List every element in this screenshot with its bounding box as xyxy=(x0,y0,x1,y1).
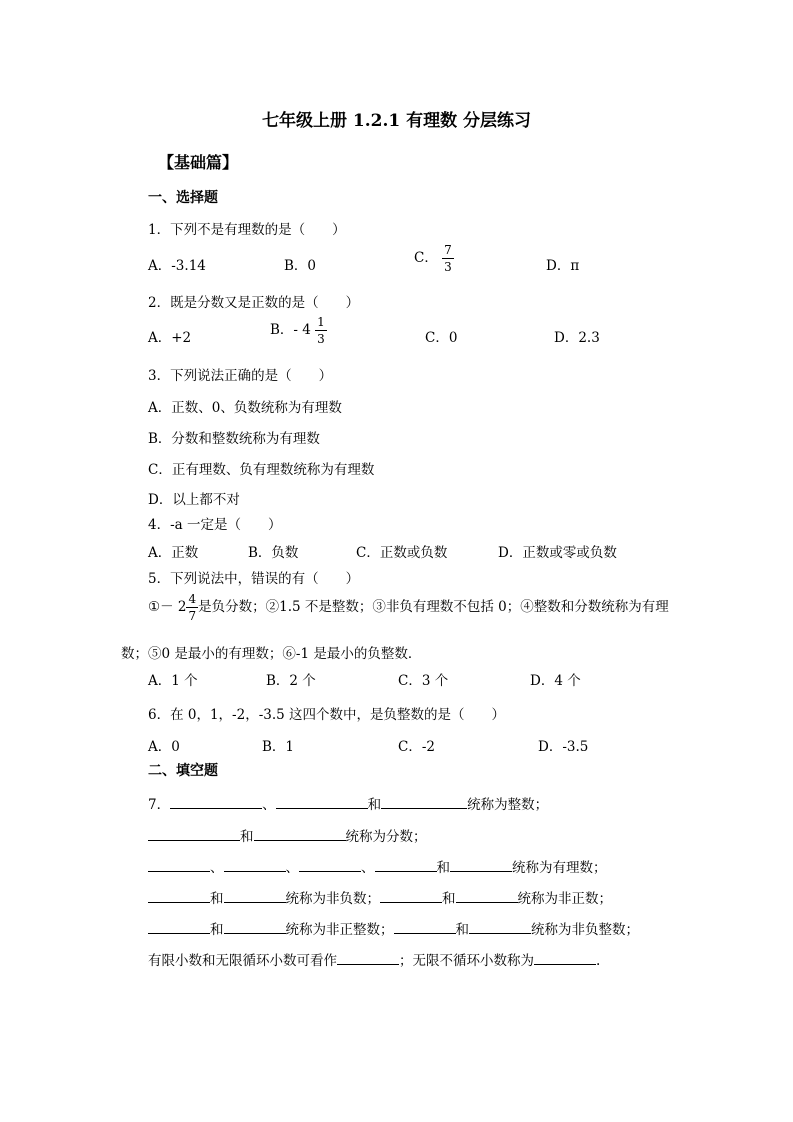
q7-blank[interactable] xyxy=(254,826,346,841)
q5-fraction xyxy=(186,593,198,622)
q7-blank[interactable] xyxy=(148,826,240,841)
q5-stem: 5．下列说法中，错误的有（ ） xyxy=(148,571,360,587)
q2-fraction-numerator: 1 xyxy=(317,315,325,329)
q6-option-b: B．1 xyxy=(262,739,295,755)
q7-line3 xyxy=(148,856,607,876)
section-heading: 【基础篇】 xyxy=(158,153,239,172)
q4-option-c: C．正数或负数 xyxy=(356,545,448,561)
q7-line6-end: . xyxy=(596,953,601,969)
q7-line2 xyxy=(148,825,427,845)
q7-and: 和 xyxy=(210,922,224,938)
q7-line1-end: 统称为整数； xyxy=(467,797,549,813)
q7-line5-end: 统称为非负整数； xyxy=(531,922,639,938)
q2-option-d: D．2.3 xyxy=(554,330,600,346)
q7-line5 xyxy=(148,918,639,938)
q5-fraction-numerator: 4 xyxy=(188,592,197,606)
q5-fraction-denominator: 7 xyxy=(188,609,197,623)
q1-option-c xyxy=(414,244,454,273)
q3-option-a: A．正数、0、负数统称为有理数 xyxy=(148,400,342,416)
q7-and: 和 xyxy=(436,860,450,876)
q7-blank[interactable] xyxy=(469,919,531,934)
q7-blank[interactable] xyxy=(337,950,399,965)
q2-option-b xyxy=(270,316,327,345)
q2-option-a: A．+2 xyxy=(148,330,192,346)
q2-fraction xyxy=(315,316,327,345)
q6-option-c: C．-2 xyxy=(398,739,435,755)
q1-fraction-numerator: 7 xyxy=(444,243,452,257)
q7-line5-mid: 统称为非正整数； xyxy=(285,922,394,938)
q3-option-b: B．分数和整数统称为有理数 xyxy=(148,431,320,447)
q4-option-b: B．负数 xyxy=(248,545,299,561)
q7-number: 7． xyxy=(148,797,171,813)
q4-option-a: A．正数 xyxy=(148,545,199,561)
q7-separator: 、 xyxy=(262,797,276,813)
part1-heading: 一、选择题 xyxy=(148,190,218,206)
q7-line6-mid: ；无限不循环小数称为 xyxy=(399,953,534,969)
page-title: 七年级上册 1.2.1 有理数 分层练习 xyxy=(261,111,532,131)
q2-stem: 2．既是分数又是正数的是（ ） xyxy=(148,295,360,311)
q7-blank[interactable] xyxy=(456,888,518,903)
q7-and: 和 xyxy=(455,922,469,938)
q7-blank[interactable] xyxy=(394,919,456,934)
q2-option-c: C．0 xyxy=(425,330,458,346)
q5-option-a: A．1 个 xyxy=(148,673,198,689)
q7-line4-end: 统称为非正数； xyxy=(517,891,612,907)
q4-stem: 4．-a 一定是（ ） xyxy=(148,517,282,533)
q1-option-d: D．π xyxy=(546,258,580,274)
q1-fraction-denominator: 3 xyxy=(444,260,452,274)
q7-blank[interactable] xyxy=(299,857,361,872)
q2-fraction-denominator: 3 xyxy=(317,332,325,346)
q7-separator: 、 xyxy=(361,860,375,876)
q7-separator: 、 xyxy=(285,860,299,876)
q7-blank[interactable] xyxy=(450,857,512,872)
q2-option-b-label: B．- 4 xyxy=(270,322,311,338)
q7-blank[interactable] xyxy=(375,857,437,872)
q6-option-a: A．0 xyxy=(148,739,180,755)
q7-blank[interactable] xyxy=(276,794,368,809)
q7-line6-start: 有限小数和无限循环小数可看作 xyxy=(148,953,337,969)
q7-and: 和 xyxy=(442,891,456,907)
q7-blank[interactable] xyxy=(148,888,210,903)
q1-fraction xyxy=(442,244,454,273)
part2-heading: 二、填空题 xyxy=(148,763,218,779)
q1-option-a: A．-3.14 xyxy=(148,258,206,274)
q7-line1 xyxy=(148,793,548,813)
q7-blank[interactable] xyxy=(224,857,286,872)
q6-stem: 6．在 0，1，-2，-3.5 这四个数中，是负整数的是（ ） xyxy=(148,707,506,723)
q7-blank[interactable] xyxy=(170,794,262,809)
q7-and: 和 xyxy=(367,797,382,813)
q7-line4 xyxy=(148,887,612,907)
q7-line2-end: 统称为分数； xyxy=(345,829,427,845)
q7-separator: 、 xyxy=(210,860,224,876)
q1-stem: 1．下列不是有理数的是（ ） xyxy=(148,222,346,238)
q5-option-b: B．2 个 xyxy=(266,673,316,689)
q4-option-d: D．正数或零或负数 xyxy=(498,545,617,561)
q7-line3-end: 统称为有理数； xyxy=(512,860,607,876)
q7-blank[interactable] xyxy=(224,888,286,903)
q7-blank[interactable] xyxy=(380,888,442,903)
q1-option-c-label: C． xyxy=(414,250,438,266)
q7-blank[interactable] xyxy=(148,857,210,872)
q5-mixed-number-prefix: ①－ 2 xyxy=(148,599,187,615)
q3-option-d: D．以上都不对 xyxy=(148,492,240,508)
q7-blank[interactable] xyxy=(224,919,286,934)
q1-option-b: B．0 xyxy=(284,258,317,274)
q5-option-c: C．3 个 xyxy=(398,673,449,689)
q5-option-d: D．4 个 xyxy=(530,673,581,689)
q5-statement-line1-text: 是负分数；②1.5 不是整数；③非负有理数不包括 0；④整数和分数统称为有理 xyxy=(198,599,669,615)
q7-and: 和 xyxy=(210,891,224,907)
q3-option-c: C．正有理数、负有理数统称为有理数 xyxy=(148,462,375,478)
q6-option-d: D．-3.5 xyxy=(538,739,589,755)
q7-and: 和 xyxy=(240,829,254,845)
q7-blank[interactable] xyxy=(381,794,467,809)
q5-statement-line2: 数；⑤0 是最小的有理数；⑥-1 是最小的负整数． xyxy=(121,646,422,662)
q7-line6 xyxy=(148,949,600,969)
q7-blank[interactable] xyxy=(534,950,596,965)
q3-stem: 3．下列说法正确的是（ ） xyxy=(148,368,333,384)
q5-statement-line1 xyxy=(148,593,669,622)
q7-line4-mid: 统称为非负数； xyxy=(285,891,380,907)
q7-blank[interactable] xyxy=(148,919,210,934)
